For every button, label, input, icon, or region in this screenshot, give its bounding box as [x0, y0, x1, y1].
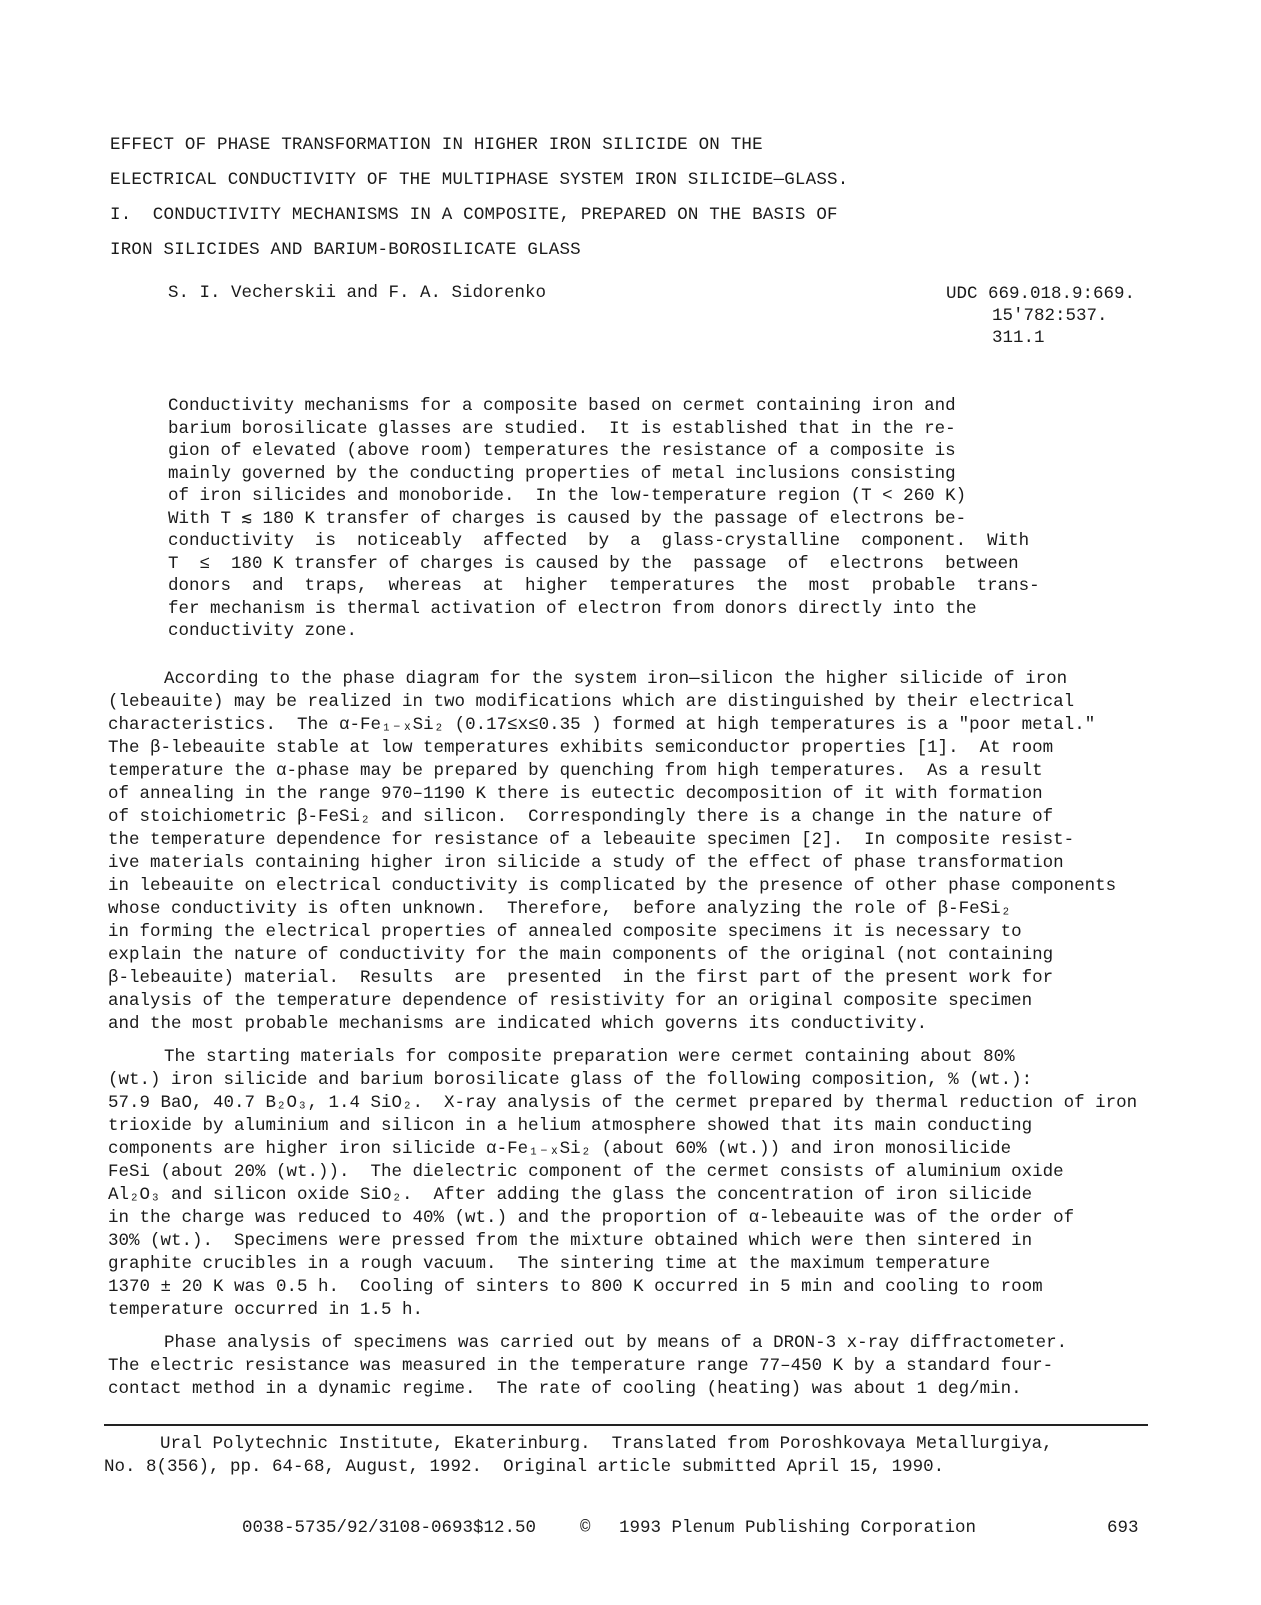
- paragraph: [108, 668, 1178, 1036]
- page-footer: [0, 1518, 1261, 1542]
- text-line: in the charge was reduced to 40% (wt.) and the proportion of α-lebeauite was of the order of: [108, 1208, 1075, 1228]
- title-line: EFFECT OF PHASE TRANSFORMATION IN HIGHER IRON SILICIDE ON THE: [110, 135, 763, 155]
- text-line: trioxide by aluminium and silicon in a helium atmosphere showed that its main conducting: [108, 1116, 1033, 1136]
- text-line: in forming the electrical properties of annealed composite specimens it is necessary to: [108, 922, 1022, 942]
- text-line: (wt.) iron silicide and barium borosilicate glass of the following composition, % (wt.):: [108, 1070, 1033, 1090]
- abstract-line: barium borosilicate glasses are studied. It is established that in the re-: [168, 418, 956, 439]
- text-line: (lebeauite) may be realized in two modifications which are distinguished by their electrical: [108, 692, 1075, 712]
- affiliation-line: Ural Polytechnic Institute, Ekaterinburg. Translated from Poroshkovaya Metallurgiya,: [160, 1434, 1053, 1454]
- body-text: [108, 668, 1178, 1411]
- text-line: Phase analysis of specimens was carried out by means of a DRON-3 x-ray diffractometer.: [164, 1333, 1068, 1353]
- abstract-line: conductivity zone.: [168, 621, 358, 641]
- abstract-line: Conductivity mechanisms for a composite based on cermet containing iron and: [168, 396, 956, 416]
- text-line: β-lebeauite) material. Results are presented in the first part of the present work for: [108, 968, 1054, 988]
- udc-classification: [946, 283, 1135, 349]
- text-line: analysis of the temperature dependence of resistivity for an original composite specimen: [108, 991, 1033, 1011]
- affiliation-footnote: [104, 1433, 1053, 1479]
- page-number: 693: [1107, 1518, 1139, 1538]
- text-line: in lebeauite on electrical conductivity is complicated by the presence of other phase components: [108, 876, 1117, 896]
- affiliation-line: No. 8(356), pp. 64-68, August, 1992. Original article submitted April 15, 1990.: [104, 1457, 945, 1477]
- text-line: The starting materials for composite preparation were cermet containing about 80%: [164, 1047, 1015, 1067]
- abstract-line: mainly governed by the conducting properties of metal inclusions consisting: [168, 463, 956, 484]
- abstract-line: With T ≲ 180 K transfer of charges is caused by the passage of electrons be-: [168, 508, 967, 529]
- text-line: characteristics. The α-Fe₁₋ₓSi₂ (0.17≤x≤0.35 ) formed at high temperatures is a "poor metal.": [108, 715, 1096, 735]
- text-line: and the most probable mechanisms are indicated which governs its conductivity.: [108, 1014, 928, 1034]
- text-line: contact method in a dynamic regime. The rate of cooling (heating) was about 1 deg/min.: [108, 1379, 1022, 1399]
- title-line: I. CONDUCTIVITY MECHANISMS IN A COMPOSITE, PREPARED ON THE BASIS OF: [110, 205, 838, 225]
- abstract-line: T ≤ 180 K transfer of charges is caused by the passage of electrons between: [168, 553, 1019, 574]
- udc-line: UDC 669.018.9:669.: [946, 284, 1136, 304]
- text-line: ive materials containing higher iron silicide a study of the effect of phase transformation: [108, 853, 1064, 873]
- abstract-line: donors and traps, whereas at higher temperatures the most probable trans-: [168, 576, 1040, 596]
- article-title: [110, 128, 930, 268]
- text-line: explain the nature of conductivity for the main components of the original (not containing: [108, 945, 1054, 965]
- text-line: The β-lebeauite stable at low temperatures exhibits semiconductor properties [1]. At room: [108, 738, 1054, 758]
- text-line: graphite crucibles in a rough vacuum. The sintering time at the maximum temperature: [108, 1254, 991, 1274]
- text-line: temperature the α-phase may be prepared by quenching from high temperatures. As a result: [108, 761, 1043, 781]
- abstract-line: fer mechanism is thermal activation of electron from donors directly into the: [168, 598, 977, 619]
- paragraph: [108, 1332, 1178, 1401]
- text-line: 1370 ± 20 K was 0.5 h. Cooling of sinters to 800 K occurred in 5 min and cooling to room: [108, 1277, 1043, 1297]
- text-line: the temperature dependence for resistance of a lebeauite specimen [2]. In composite resist-: [108, 830, 1075, 850]
- text-line: components are higher iron silicide α-Fe₁₋ₓSi₂ (about 60% (wt.)) and iron monosilicide: [108, 1139, 1012, 1159]
- abstract-line: gion of elevated (above room) temperatures the resistance of a composite is: [168, 441, 956, 461]
- footnote-divider: [104, 1424, 1148, 1426]
- text-line: Al₂O₃ and silicon oxide SiO₂. After adding the glass the concentration of iron silicide: [108, 1185, 1033, 1205]
- publisher: 1993 Plenum Publishing Corporation: [619, 1518, 977, 1538]
- text-line: 57.9 BaO, 40.7 B₂O₃, 1.4 SiO₂. X-ray analysis of the cermet prepared by thermal reduction of iron: [108, 1093, 1138, 1113]
- text-line: of annealing in the range 970–1190 K there is eutectic decomposition of it with formation: [108, 784, 1043, 804]
- text-line: 30% (wt.). Specimens were pressed from the mixture obtained which were then sintered in: [108, 1231, 1033, 1251]
- abstract-line: conductivity is noticeably affected by a glass-crystalline component. With: [168, 531, 1030, 551]
- text-line: FeSi (about 20% (wt.)). The dielectric component of the cermet consists of aluminium oxide: [108, 1162, 1064, 1182]
- abstract: [168, 395, 1073, 643]
- copyright-icon: ©: [580, 1518, 591, 1538]
- udc-line: 311.1: [992, 328, 1045, 348]
- text-line: temperature occurred in 1.5 h.: [108, 1300, 424, 1320]
- text-line: of stoichiometric β-FeSi₂ and silicon. Correspondingly there is a change in the nature of: [108, 807, 1054, 827]
- text-line: According to the phase diagram for the system iron—silicon the higher silicide of iron: [164, 669, 1068, 689]
- text-line: whose conductivity is often unknown. Therefore, before analyzing the role of β-FeSi₂: [108, 899, 1012, 919]
- abstract-line: of iron silicides and monoboride. In the low-temperature region (T < 260 K): [168, 486, 967, 506]
- authors: S. I. Vecherskii and F. A. Sidorenko: [168, 283, 547, 303]
- udc-line: 15'782:537.: [992, 306, 1108, 326]
- paragraph: [108, 1046, 1178, 1322]
- article-code: 0038-5735/92/3108-0693$12.50: [242, 1518, 537, 1538]
- title-line: IRON SILICIDES AND BARIUM-BOROSILICATE GLASS: [110, 240, 581, 260]
- title-line: ELECTRICAL CONDUCTIVITY OF THE MULTIPHASE SYSTEM IRON SILICIDE—GLASS.: [110, 170, 849, 190]
- text-line: The electric resistance was measured in the temperature range 77–450 K by a standard four-: [108, 1356, 1054, 1376]
